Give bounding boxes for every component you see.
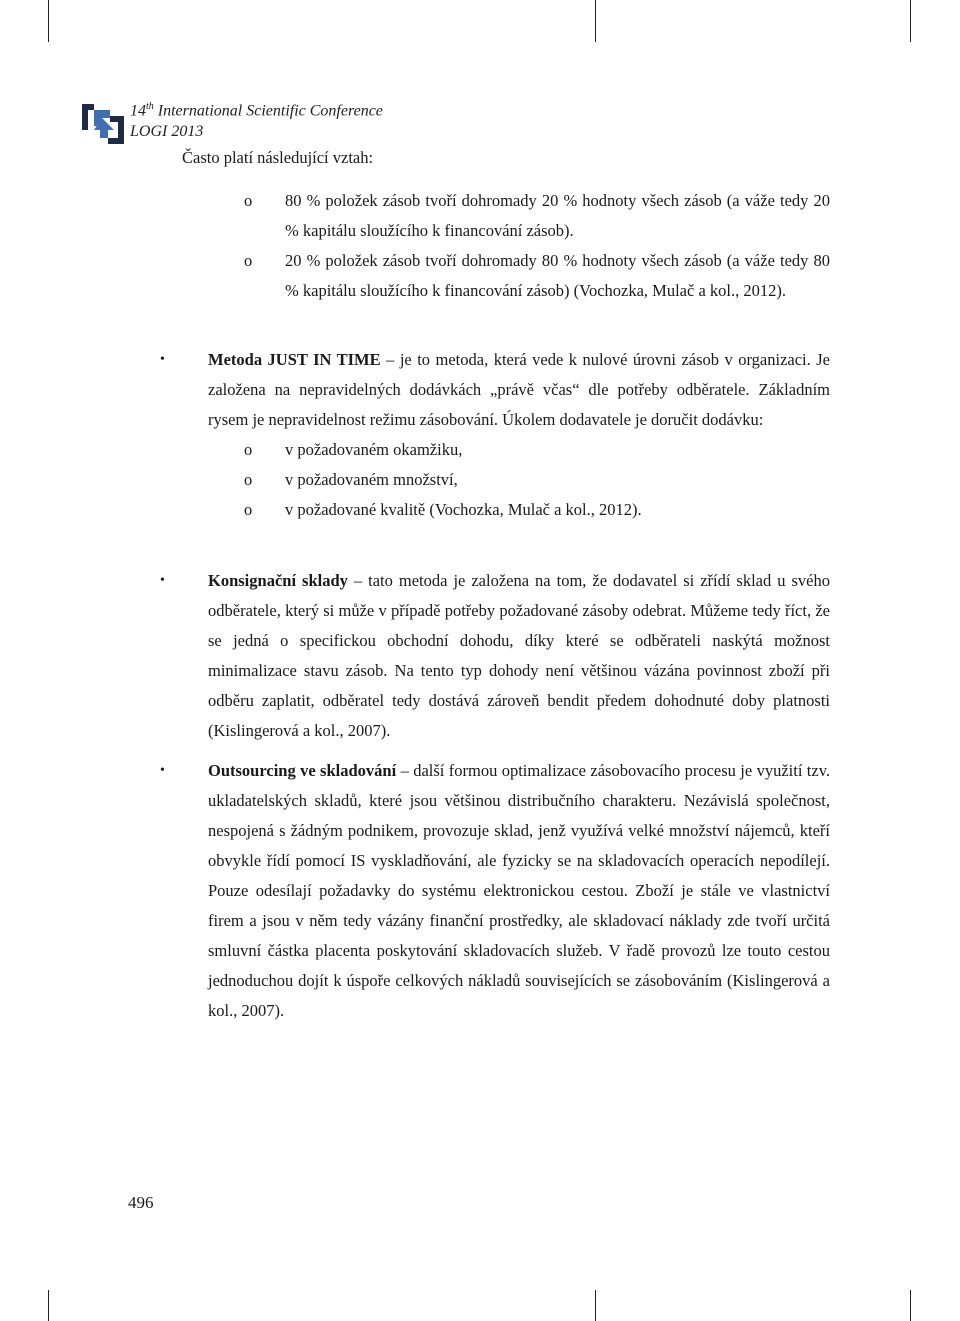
conference-logo-icon [80,100,128,146]
circle-bullet-icon: o [244,500,253,519]
bullet-lead: Metoda JUST IN TIME [208,350,381,369]
circle-bullet-icon: o [244,440,253,459]
bullet-outsourcing [160,756,830,1026]
sub-list-delivery [244,435,830,525]
sub-list-item [244,435,825,465]
sub-list-item [244,186,830,246]
circle-bullet-icon: o [244,251,253,270]
sub-list-ratios [244,186,830,306]
bullet-dot-icon: • [160,573,165,588]
crop-mark-bottom-right [910,1290,911,1321]
crop-mark-bottom-left [48,1290,49,1321]
crop-mark-top-center [595,0,596,42]
bullet-dot-icon: • [160,763,165,778]
sub-list-item-text: v požadovaném okamžiku, [285,440,463,459]
sub-list-item-text: 20 % položek zásob tvoří dohromady 80 % hodnoty všech zásob (a váže tedy 80 % kapitálu sloužícího k financování zásob) (Vochozka, Mulač a kol., 2012). [285,251,830,300]
conference-title [130,96,383,142]
crop-mark-top-left [48,0,49,42]
sub-list-item-text: v požadované kvalitě (Vochozka, Mulač a kol., 2012). [285,500,642,519]
bullet-lead: Konsignační sklady [208,571,348,590]
sub-list-item [244,246,830,306]
bullet-text: – tato metoda je založena na tom, že dodavatel si zřídí sklad u svého odběratele, který si může v případě potřeby požadované zásoby odebrat. Můžeme tedy říct, že se jedná o specifickou obchodní dohodu, díky které se odběrateli naskýtá možnost minimalizace stavu zásob. Na tento typ dohody není většinou vázána povinnost zboží při odběru zaplatit, odběratel tedy dostává zároveň bendit předem dohodnuté doby platnosti (Kislingerová a kol., 2007). [208,571,830,740]
conference-name: International Scientific Conference [153,102,383,120]
sub-list-item-text: 80 % položek zásob tvoří dohromady 20 % hodnoty všech zásob (a váže tedy 20 % kapitálu sloužícího k financování zásob). [285,191,830,240]
bullet-text: – další formou optimalizace zásobovacího procesu je využití tzv. ukladatelských skladů, které jsou většinou distribučního charakteru. Nezávislá společnost, nespojená s žádným podnikem, provozuje sklad, jenž využívá velké množství nájemců, kteří obvykle řídí pomocí IS vyskladňování, ale fyzicky se na skladovacích operacích nepodílejí. Pouze odesílají požadavky do systému elektronickou cestou. Zboží je stále ve vlastnictví firem a jsou v něm tedy vázány finanční prostředky, ale skladovací náklady zde tvoří určitá smluvní částka placenta poskytování skladovacích služeb. V řadě provozů lze touto cestou jednoduchou dojít k úspoře celkových nákladů souvisejících se zásobováním (Kislingerová a kol., 2007). [208,761,830,1020]
bullet-lead: Outsourcing ve skladování [208,761,397,780]
sub-list-item-text: v požadovaném množství, [285,470,458,489]
bullet-text: – je to metoda, která vede k nulové úrovni zásob v organizaci. Je založena na nepravidelných dodávkách „právě včas“ dle potřeby odběratele. Základním rysem je nepravidelnost režimu zásobování. Úkolem dodavatele je doručit dodávku: [208,350,830,429]
crop-mark-top-right [910,0,911,42]
sub-list-item [244,495,825,525]
crop-mark-bottom-center [595,1290,596,1321]
conference-edition-suffix: th [146,101,154,112]
bullet-consignment [160,566,830,746]
conference-subtitle: LOGI 2013 [130,123,204,141]
intro-text: Často platí následující vztah: [182,148,374,167]
circle-bullet-icon: o [244,191,253,210]
bullet-dot-icon: • [160,352,165,367]
page-number: 496 [128,1193,154,1212]
conference-edition: 14 [130,102,146,120]
bullet-jit [160,345,830,525]
circle-bullet-icon: o [244,470,253,489]
sub-list-item [244,465,825,495]
